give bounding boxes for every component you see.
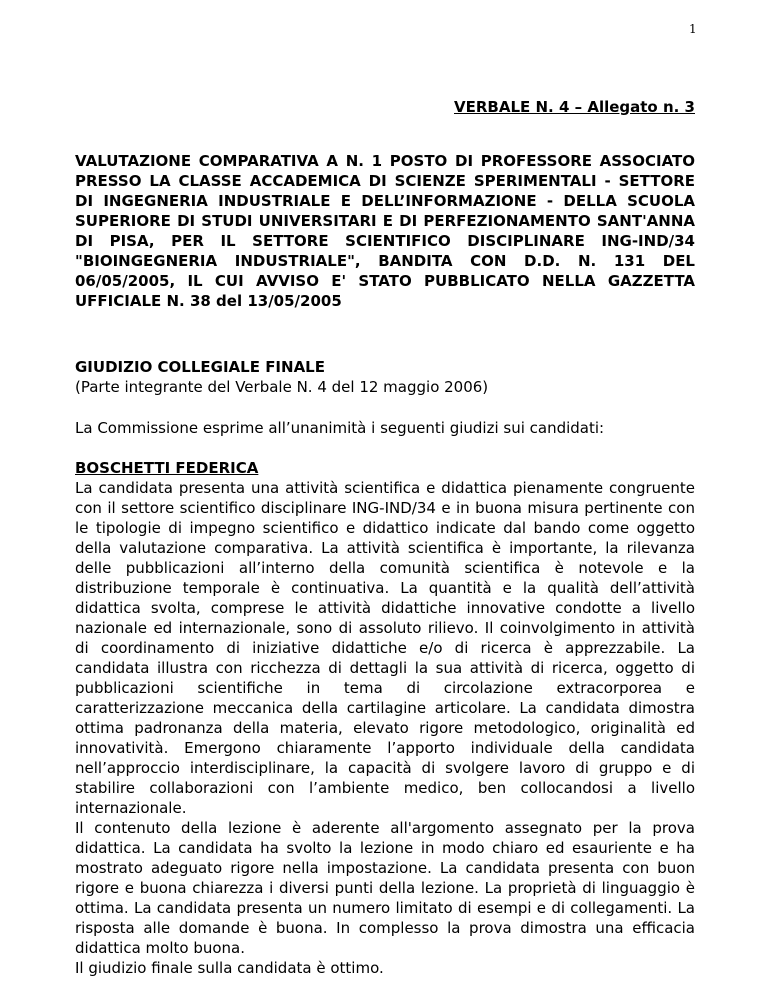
candidate-evaluation [75,478,695,978]
evaluation-paragraph-lesson: Il contenuto della lezione è aderente all'argomento assegnato per la prova didattica. La candidata ha svolto la lezione in modo chiaro ed esauriente e ha mostrato adeguato rigore nella impostazione. La candidata presenta con buon rigore e buona chiarezza i diversi punti della lezione. La proprietà di linguaggio è ottima. La candidata presenta un numero limitato di esempi e di collegamenti. La risposta alle domande è buona. In complesso la prova dimostra una efficacia didattica molto buona. [75,819,695,957]
intro-text: La Commissione esprime all’unanimità i seguenti giudizi sui candidati: [75,419,605,437]
allegato-heading: VERBALE N. 4 – Allegato n. 3 [454,98,695,116]
evaluation-paragraph-final: Il giudizio finale sulla candidata è ottimo. [75,959,384,977]
candidate-name: BOSCHETTI FEDERICA [75,459,259,477]
evaluation-paragraph-research: La candidata presenta una attività scientifica e didattica pienamente congruente con il settore scientifico disciplinare ING-IND/34 e in buona misura pertinente con le tipologie di impegno scientifico e didattico indicate dal bando come oggetto della valutazione comparativa. La attività scientifica è importante, la rilevanza delle pubblicazioni all’interno della comunità scientifica è notevole e la distribuzione temporale è continuativa. La quantità e la qualità dell’attività didattica svolta, comprese le attività didattiche innovative condotte a livello nazionale ed internazionale, sono di assoluto rilievo. Il coinvolgimento in attività di coordinamento di iniziative didattiche e/o di ricerca è apprezzabile. La candidata illustra con ricchezza di dettagli la sua attività di ricerca, oggetto di pubblicazioni scientifiche in tema di circolazione extracorporea e caratterizzazione meccanica della cartilagine articolare. La candidata dimostra ottima padronanza della materia, elevato rigore metodologico, originalità ed innovatività. Emergono chiaramente l’apporto individuale della candidata nell’approccio interdisciplinare, la capacità di svolgere lavoro di gruppo e di stabilire collaborazioni con l’ambiente medico, ben collocandosi a livello internazionale. [75,479,695,817]
giudizio-heading: GIUDIZIO COLLEGIALE FINALE [75,358,325,376]
page-number: 1 [689,22,697,36]
giudizio-subtitle: (Parte integrante del Verbale N. 4 del 12 maggio 2006) [75,378,489,396]
document-title: VALUTAZIONE COMPARATIVA A N. 1 POSTO DI PROFESSORE ASSOCIATO PRESSO LA CLASSE ACCADEMICA DI SCIENZE SPERIMENTALI - SETTORE DI INGEGNERIA INDUSTRIALE E DELL’INFORMAZIONE - DELLA SCUOLA SUPERIORE DI STUDI UNIVERSITARI E DI PERFEZIONAMENTO SANT'ANNA DI PISA, PER IL SETTORE SCIENTIFICO DISCIPLINARE ING-IND/34 "BIOINGEGNERIA INDUSTRIALE", BANDITA CON D.D. N. 131 DEL 06/05/2005, IL CUI AVVISO E' STATO PUBBLICATO NELLA GAZZETTA UFFICIALE N. 38 del 13/05/2005 [75,152,695,310]
